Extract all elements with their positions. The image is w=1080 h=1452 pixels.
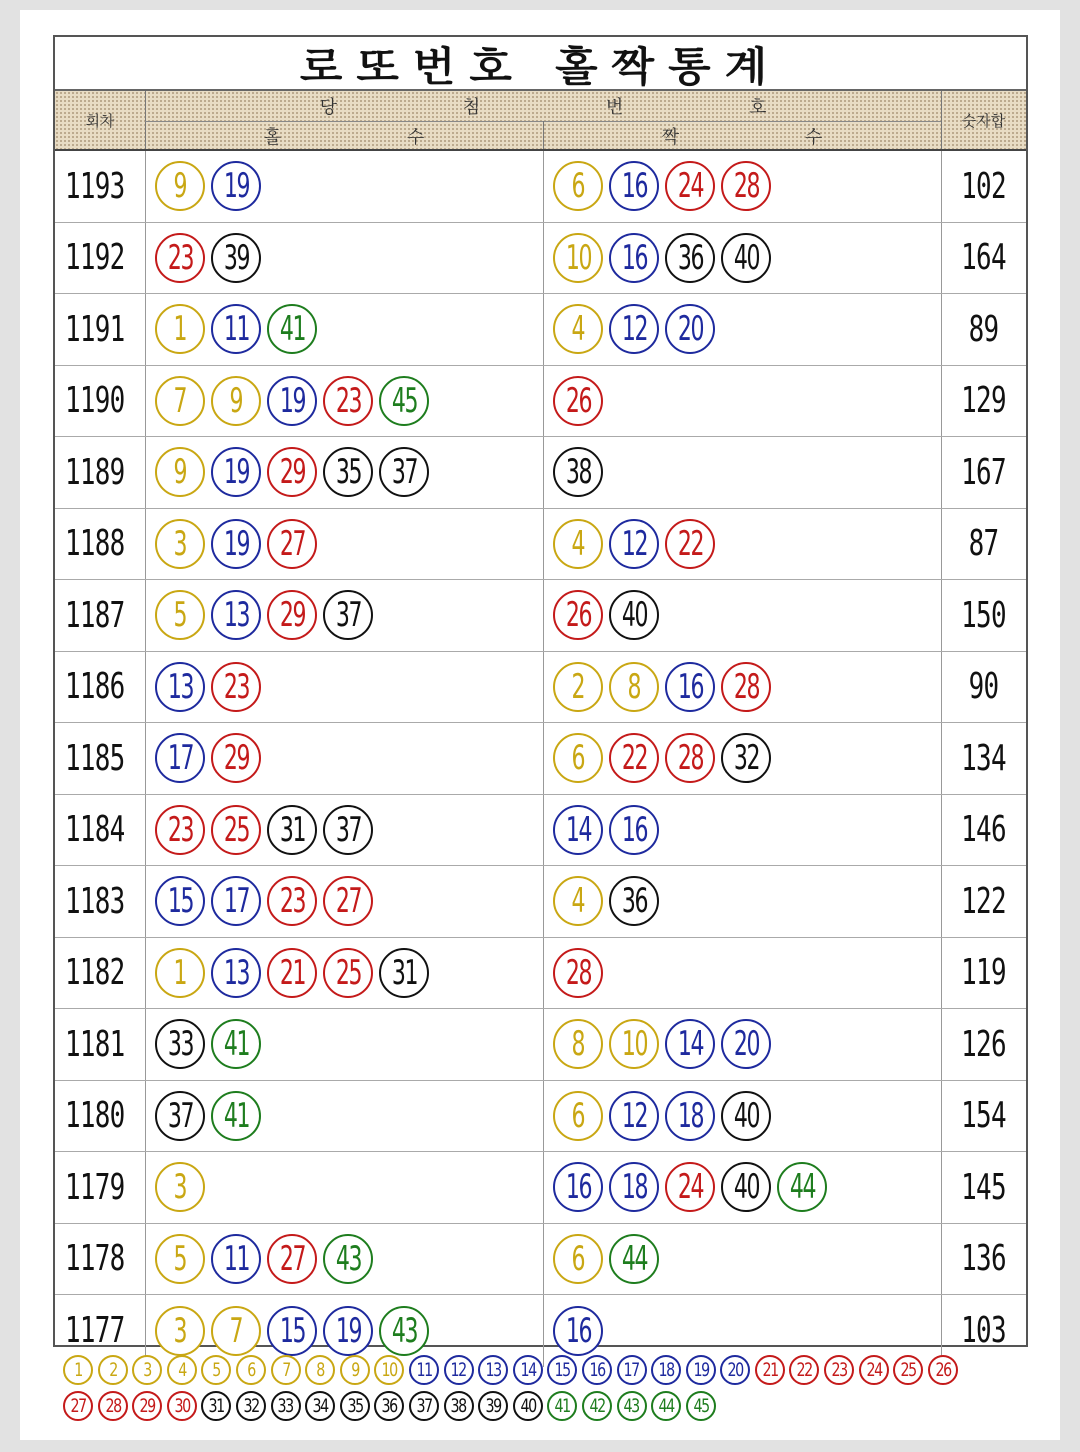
number-ball: 18 xyxy=(651,1355,681,1385)
number-ball: 23 xyxy=(267,876,317,926)
round-number: 1186 xyxy=(65,666,125,708)
page-title: 로또번호 홀짝통계 xyxy=(299,43,782,91)
number-ball: 21 xyxy=(755,1355,785,1385)
number-ball: 21 xyxy=(267,948,317,998)
number-ball: 40 xyxy=(513,1391,543,1421)
number-ball: 4 xyxy=(167,1355,197,1385)
number-ball: 19 xyxy=(211,519,261,569)
number-ball: 7 xyxy=(271,1355,301,1385)
number-ball: 31 xyxy=(379,948,429,998)
number-ball: 12 xyxy=(609,519,659,569)
number-ball: 19 xyxy=(686,1355,716,1385)
number-ball: 30 xyxy=(167,1391,197,1421)
number-ball: 10 xyxy=(609,1019,659,1069)
table-row xyxy=(55,866,1026,938)
number-ball: 12 xyxy=(609,304,659,354)
number-ball: 16 xyxy=(609,805,659,855)
even-numbers xyxy=(543,938,941,1009)
number-ball: 28 xyxy=(721,662,771,712)
number-ball: 40 xyxy=(721,233,771,283)
even-numbers xyxy=(543,795,941,866)
number-ball: 14 xyxy=(553,805,603,855)
number-sum: 126 xyxy=(961,1023,1006,1065)
number-ball: 9 xyxy=(155,161,205,211)
number-ball: 12 xyxy=(444,1355,474,1385)
header-sum: 숫자합 xyxy=(961,111,1006,130)
number-ball: 20 xyxy=(720,1355,750,1385)
table-body xyxy=(55,151,1026,1367)
table-row xyxy=(55,1152,1026,1224)
number-ball: 6 xyxy=(553,1091,603,1141)
number-ball: 13 xyxy=(211,590,261,640)
number-ball: 9 xyxy=(155,447,205,497)
number-ball: 4 xyxy=(553,304,603,354)
number-ball: 1 xyxy=(63,1355,93,1385)
table-row xyxy=(55,509,1026,581)
number-ball: 5 xyxy=(155,1234,205,1284)
table-row xyxy=(55,366,1026,438)
round-number: 1184 xyxy=(65,809,125,851)
number-ball: 37 xyxy=(379,447,429,497)
odd-numbers xyxy=(145,580,543,651)
number-ball: 37 xyxy=(323,590,373,640)
number-ball: 19 xyxy=(323,1306,373,1356)
number-ball: 1 xyxy=(155,948,205,998)
number-ball: 3 xyxy=(155,1162,205,1212)
odd-numbers xyxy=(145,509,543,580)
odd-numbers xyxy=(145,1081,543,1152)
round-number: 1188 xyxy=(65,523,125,565)
table-row xyxy=(55,723,1026,795)
legend-row xyxy=(63,1388,1023,1424)
odd-numbers xyxy=(145,652,543,723)
table-row xyxy=(55,437,1026,509)
round-number: 1178 xyxy=(65,1238,125,1280)
odd-numbers xyxy=(145,795,543,866)
number-ball: 6 xyxy=(553,733,603,783)
number-ball: 9 xyxy=(340,1355,370,1385)
round-number: 1183 xyxy=(65,880,125,922)
odd-numbers xyxy=(145,223,543,294)
number-sum: 89 xyxy=(968,308,999,350)
table-header xyxy=(55,91,1026,151)
odd-numbers xyxy=(145,1009,543,1080)
number-ball: 29 xyxy=(211,733,261,783)
number-ball: 28 xyxy=(553,948,603,998)
number-ball: 28 xyxy=(98,1391,128,1421)
number-ball: 32 xyxy=(721,733,771,783)
number-ball: 26 xyxy=(928,1355,958,1385)
number-ball: 37 xyxy=(155,1091,205,1141)
odd-numbers xyxy=(145,866,543,937)
table-row xyxy=(55,294,1026,366)
number-ball: 33 xyxy=(271,1391,301,1421)
number-ball: 26 xyxy=(553,590,603,640)
round-number: 1182 xyxy=(65,952,125,994)
number-ball: 3 xyxy=(155,1306,205,1356)
even-numbers xyxy=(543,652,941,723)
even-numbers xyxy=(543,866,941,937)
even-numbers xyxy=(543,223,941,294)
round-number: 1180 xyxy=(65,1095,125,1137)
number-ball: 23 xyxy=(323,376,373,426)
number-ball: 25 xyxy=(323,948,373,998)
number-ball: 15 xyxy=(155,876,205,926)
number-ball: 20 xyxy=(721,1019,771,1069)
even-numbers xyxy=(543,1224,941,1295)
number-ball: 40 xyxy=(609,590,659,640)
number-ball: 27 xyxy=(267,1234,317,1284)
number-ball: 24 xyxy=(859,1355,889,1385)
number-ball: 11 xyxy=(211,1234,261,1284)
odd-numbers xyxy=(145,294,543,365)
number-ball: 10 xyxy=(374,1355,404,1385)
odd-numbers xyxy=(145,151,543,222)
number-ball: 40 xyxy=(721,1091,771,1141)
number-ball: 1 xyxy=(155,304,205,354)
number-ball: 16 xyxy=(553,1162,603,1212)
number-ball: 14 xyxy=(513,1355,543,1385)
number-ball: 29 xyxy=(132,1391,162,1421)
number-ball: 5 xyxy=(201,1355,231,1385)
number-ball: 6 xyxy=(553,1234,603,1284)
number-ball: 23 xyxy=(211,662,261,712)
number-ball: 4 xyxy=(553,876,603,926)
round-number: 1185 xyxy=(65,737,125,779)
table-row xyxy=(55,580,1026,652)
odd-numbers xyxy=(145,938,543,1009)
number-ball: 10 xyxy=(553,233,603,283)
number-ball: 11 xyxy=(211,304,261,354)
number-ball: 9 xyxy=(211,376,261,426)
number-ball: 43 xyxy=(617,1391,647,1421)
number-ball: 2 xyxy=(553,662,603,712)
number-ball: 35 xyxy=(340,1391,370,1421)
table-row xyxy=(55,1224,1026,1296)
round-number: 1191 xyxy=(65,308,125,350)
number-ball: 43 xyxy=(323,1234,373,1284)
number-ball: 7 xyxy=(211,1306,261,1356)
round-number: 1187 xyxy=(65,594,125,636)
table-row xyxy=(55,1009,1026,1081)
number-ball: 13 xyxy=(211,948,261,998)
number-ball: 41 xyxy=(547,1391,577,1421)
number-ball: 36 xyxy=(665,233,715,283)
number-ball: 23 xyxy=(155,233,205,283)
number-sum: 90 xyxy=(968,666,999,708)
number-ball: 24 xyxy=(665,161,715,211)
number-ball: 16 xyxy=(609,161,659,211)
round-number: 1189 xyxy=(65,451,125,493)
number-ball: 27 xyxy=(267,519,317,569)
number-ball: 27 xyxy=(63,1391,93,1421)
number-ball: 37 xyxy=(323,805,373,855)
even-numbers xyxy=(543,723,941,794)
number-ball: 45 xyxy=(379,376,429,426)
number-ball: 19 xyxy=(267,376,317,426)
number-ball: 7 xyxy=(155,376,205,426)
number-ball: 25 xyxy=(893,1355,923,1385)
number-ball: 14 xyxy=(665,1019,715,1069)
number-ball: 15 xyxy=(547,1355,577,1385)
number-ball: 20 xyxy=(665,304,715,354)
number-ball: 34 xyxy=(305,1391,335,1421)
number-ball: 24 xyxy=(665,1162,715,1212)
number-ball: 40 xyxy=(721,1162,771,1212)
number-sum: 136 xyxy=(961,1238,1006,1280)
number-ball: 19 xyxy=(211,447,261,497)
number-ball: 38 xyxy=(553,447,603,497)
even-numbers xyxy=(543,294,941,365)
number-sum: 129 xyxy=(961,380,1006,422)
number-sum: 134 xyxy=(961,737,1006,779)
number-ball: 15 xyxy=(267,1306,317,1356)
number-ball: 22 xyxy=(789,1355,819,1385)
header-winning-numbers: 당 첨 번 호 xyxy=(319,97,827,118)
number-ball: 28 xyxy=(665,733,715,783)
number-ball: 23 xyxy=(155,805,205,855)
number-sum: 145 xyxy=(961,1166,1006,1208)
number-ball: 44 xyxy=(651,1391,681,1421)
table-row xyxy=(55,795,1026,867)
number-sum: 150 xyxy=(961,594,1006,636)
number-ball: 29 xyxy=(267,590,317,640)
odd-numbers xyxy=(145,1224,543,1295)
number-ball: 8 xyxy=(305,1355,335,1385)
number-ball: 38 xyxy=(444,1391,474,1421)
even-numbers xyxy=(543,509,941,580)
number-ball: 35 xyxy=(323,447,373,497)
even-numbers xyxy=(543,366,941,437)
number-ball: 36 xyxy=(609,876,659,926)
legend-row xyxy=(63,1352,1023,1388)
even-numbers xyxy=(543,580,941,651)
number-ball: 12 xyxy=(609,1091,659,1141)
title-row xyxy=(55,37,1026,91)
table-row xyxy=(55,151,1026,223)
odd-numbers xyxy=(145,437,543,508)
odd-numbers xyxy=(145,723,543,794)
number-ball: 18 xyxy=(609,1162,659,1212)
table-row xyxy=(55,223,1026,295)
even-numbers xyxy=(543,1009,941,1080)
number-ball: 3 xyxy=(155,519,205,569)
table-row xyxy=(55,652,1026,724)
even-numbers xyxy=(543,1152,941,1223)
number-sum: 119 xyxy=(961,952,1006,994)
number-ball: 17 xyxy=(617,1355,647,1385)
round-number: 1192 xyxy=(65,237,125,279)
number-ball: 8 xyxy=(609,662,659,712)
number-ball: 16 xyxy=(665,662,715,712)
number-sum: 87 xyxy=(968,523,999,565)
number-ball: 44 xyxy=(777,1162,827,1212)
number-sum: 146 xyxy=(961,809,1006,851)
number-ball: 2 xyxy=(98,1355,128,1385)
number-ball: 8 xyxy=(553,1019,603,1069)
number-ball: 25 xyxy=(211,805,261,855)
number-ball: 41 xyxy=(211,1091,261,1141)
number-ball: 13 xyxy=(478,1355,508,1385)
number-ball: 22 xyxy=(609,733,659,783)
number-ball: 32 xyxy=(236,1391,266,1421)
number-ball: 45 xyxy=(686,1391,716,1421)
number-ball: 6 xyxy=(236,1355,266,1385)
number-ball: 22 xyxy=(665,519,715,569)
number-ball: 31 xyxy=(267,805,317,855)
even-numbers xyxy=(543,1081,941,1152)
header-round: 회차 xyxy=(85,111,115,130)
number-ball: 29 xyxy=(267,447,317,497)
odd-numbers xyxy=(145,366,543,437)
table-row xyxy=(55,1081,1026,1153)
number-sum: 154 xyxy=(961,1095,1006,1137)
number-ball: 11 xyxy=(409,1355,439,1385)
number-ball: 31 xyxy=(201,1391,231,1421)
header-even: 짝 수 xyxy=(661,127,883,148)
number-sum: 167 xyxy=(961,451,1006,493)
table-row xyxy=(55,938,1026,1010)
number-ball: 6 xyxy=(553,161,603,211)
round-number: 1177 xyxy=(65,1310,125,1352)
number-ball: 44 xyxy=(609,1234,659,1284)
number-ball: 4 xyxy=(553,519,603,569)
number-ball: 19 xyxy=(211,161,261,211)
number-ball: 5 xyxy=(155,590,205,640)
number-ball: 17 xyxy=(155,733,205,783)
number-ball: 39 xyxy=(478,1391,508,1421)
round-number: 1193 xyxy=(65,165,125,207)
number-ball: 17 xyxy=(211,876,261,926)
lotto-stats-table xyxy=(53,35,1028,1352)
number-ball: 42 xyxy=(582,1391,612,1421)
number-ball: 26 xyxy=(553,376,603,426)
even-numbers xyxy=(543,151,941,222)
number-ball: 36 xyxy=(374,1391,404,1421)
number-ball: 39 xyxy=(211,233,261,283)
number-ball: 37 xyxy=(409,1391,439,1421)
number-ball: 16 xyxy=(553,1306,603,1356)
number-ball: 16 xyxy=(609,233,659,283)
number-ball: 23 xyxy=(824,1355,854,1385)
number-sum: 122 xyxy=(961,880,1006,922)
even-numbers xyxy=(543,437,941,508)
color-legend xyxy=(63,1352,1023,1424)
odd-numbers xyxy=(145,1152,543,1223)
number-sum: 164 xyxy=(961,237,1006,279)
header-odd: 홀 수 xyxy=(263,127,485,148)
round-number: 1190 xyxy=(65,380,125,422)
number-ball: 28 xyxy=(721,161,771,211)
round-number: 1181 xyxy=(65,1023,125,1065)
number-ball: 3 xyxy=(132,1355,162,1385)
round-number: 1179 xyxy=(65,1166,125,1208)
number-ball: 41 xyxy=(267,304,317,354)
number-ball: 16 xyxy=(582,1355,612,1385)
number-sum: 102 xyxy=(961,165,1006,207)
number-ball: 33 xyxy=(155,1019,205,1069)
number-ball: 27 xyxy=(323,876,373,926)
number-ball: 13 xyxy=(155,662,205,712)
number-ball: 41 xyxy=(211,1019,261,1069)
number-sum: 103 xyxy=(961,1310,1006,1352)
number-ball: 18 xyxy=(665,1091,715,1141)
number-ball: 43 xyxy=(379,1306,429,1356)
